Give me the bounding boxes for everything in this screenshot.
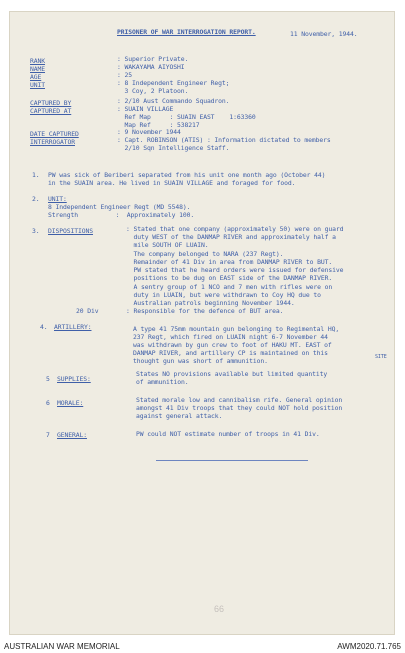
report-date: 11 November, 1944. (290, 30, 358, 38)
section-3-heading: DISPOSITIONS (48, 227, 93, 235)
field-label-name: NAME (30, 65, 45, 73)
field-label-age: AGE (30, 73, 42, 81)
footer-institution: AUSTRALIAN WAR MEMORIAL (4, 642, 120, 651)
section-7-number: 7 (46, 431, 50, 439)
section-5-line: States NO provisions available but limited quantity (136, 370, 328, 378)
section-1-line: PW was sick of Beriberi separated from his unit one month ago (October 44) (48, 171, 326, 179)
section-4-line: A type 41 75mm mountain gun belonging to Regimental HQ, (133, 325, 340, 333)
section-3-line: duty in LUAIN, but were withdrawn to Coy HQ due to (126, 291, 321, 299)
field-label-captured-by: CAPTURED BY (30, 99, 72, 107)
section-3-line: Australian patrols beginning November 1944. (126, 299, 295, 307)
field-label-rank: RANK (30, 57, 45, 65)
archive-footer (0, 640, 405, 653)
section-3-line: The company belonged to NARA (237 Regt). (126, 250, 284, 258)
field-value-rank: : Superior Private. (117, 55, 189, 63)
field-value-unit: : 8 Independent Engineer Regt; (117, 79, 230, 87)
section-3-number: 3. (32, 227, 40, 235)
section-3-line: Remainder of 41 Div in area from DANMAP RIVER to BUT. (126, 258, 333, 266)
section-4-line: was withdrawn by gun crew to foot of HAKU MT. EAST of (133, 341, 332, 349)
section-3-line: PW stated that he heard orders were issued for defensive (126, 266, 344, 274)
section-4-line: 237 Regt, which fired on LUAIN night 6-7 November 44 (133, 333, 328, 341)
section-3-line: positions to be dug on EAST side of the DANMAP RIVER. (126, 274, 333, 282)
section-1-line: in the SUAIN area. He lived in SUAIN VILLAGE and foraged for food. (48, 179, 296, 187)
section-7-heading: GENERAL: (57, 431, 87, 439)
field-value-captured-by: : 2/10 Aust Commando Squadron. (117, 97, 230, 105)
section-2-heading: UNIT: (48, 195, 67, 203)
section-4-line: DANMAP RIVER, and artillery CP is maintained on this (133, 349, 328, 357)
section-3-line: duty WEST of the DANMAP RIVER and approximately half a (126, 233, 336, 241)
field-label-interrogator: INTERROGATOR (30, 138, 75, 146)
section-1-number: 1. (32, 171, 40, 179)
field-value-age: : 25 (117, 71, 132, 79)
section-4-line: thought gun was short of ammunition. (133, 357, 268, 365)
section-6-line: amongst 41 Div troops that they could NOT hold position (136, 404, 343, 412)
field-label-unit: UNIT (30, 81, 45, 89)
section-5-number: 5 (46, 375, 50, 383)
page-mark: 66 (214, 604, 225, 614)
section-6-line: Stated morale low and cannibalism rife. General opinion (136, 396, 343, 404)
section-7-line: PW could NOT estimate number of troops in 41 Div. (136, 430, 320, 438)
section-5-heading: SUPPLIES: (57, 375, 91, 383)
field-value-captured-at: : SUAIN VILLAGE (117, 105, 174, 113)
field-value-unit-cont: 3 Coy, 2 Platoon. (117, 87, 189, 95)
field-value-map-ref: Map Ref : 538217 (117, 121, 200, 129)
footer-accession-number: AWM2020.71.765 (337, 642, 401, 651)
field-value-interrogator: : Capt. ROBINSON (ATIS) : Information dictated to members (117, 136, 331, 144)
section-4-annotation: SITE (375, 354, 387, 360)
field-value-interrogator-cont: 2/10 Sqn Intelligence Staff. (117, 144, 230, 152)
section-2-number: 2. (32, 195, 40, 203)
section-6-number: 6 (46, 399, 50, 407)
section-2-line: 8 Independent Engineer Regt (MD 5548). (48, 203, 191, 211)
closing-rule (156, 460, 308, 461)
section-3-side-label: 20 Div (76, 307, 99, 315)
section-3-line: mile SOUTH OF LUAIN. (126, 241, 209, 249)
section-4-number: 4. (40, 323, 48, 331)
section-5-line: of ammunition. (136, 378, 189, 386)
section-6-line: against general attack. (136, 412, 223, 420)
section-3-line: A sentry group of 1 NCO and 7 men with rifles were on (126, 283, 333, 291)
field-label-date-captured: DATE CAPTURED (30, 130, 79, 138)
section-3-line: : Stated that one company (approximately 50) were on guard (126, 225, 344, 233)
field-value-date-captured: : 9 November 1944 (117, 128, 181, 136)
field-label-captured-at: CAPTURED AT (30, 107, 72, 115)
section-3-line: : Responsible for the defence of BUT area. (126, 307, 284, 315)
field-value-name: : WAKAYAMA AIYOSHI (117, 63, 185, 71)
report-title: PRISONER OF WAR INTERROGATION REPORT. (117, 28, 256, 36)
section-4-heading: ARTILLERY: (54, 323, 92, 331)
field-value-ref-map: Ref Map : SUAIN EAST 1:63360 (117, 113, 256, 121)
section-2-line: Strength : Approximately 100. (48, 211, 195, 219)
section-6-heading: MORALE: (57, 399, 84, 407)
